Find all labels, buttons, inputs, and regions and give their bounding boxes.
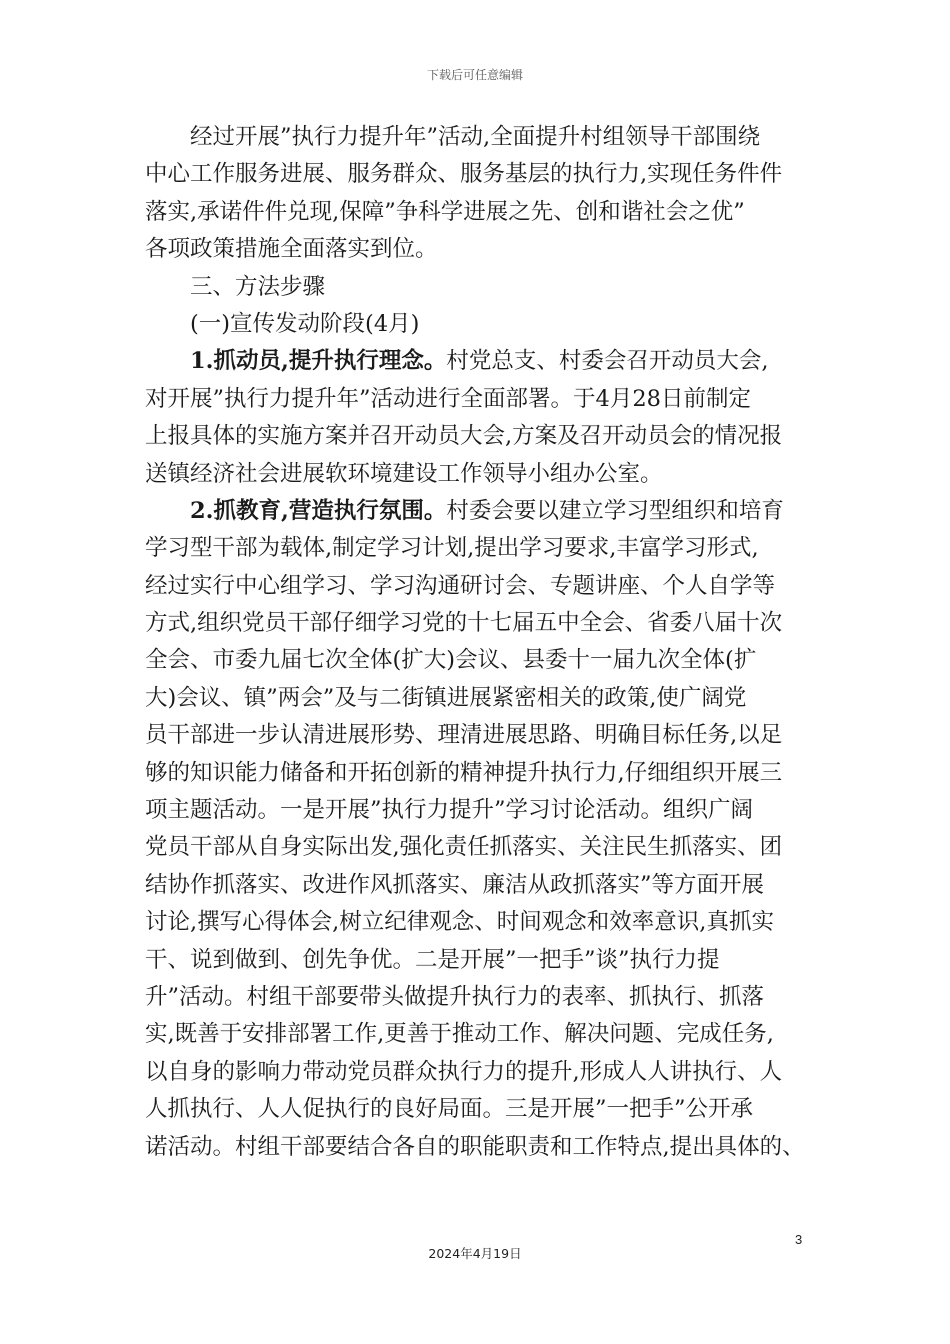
paragraph-text: 村党总支、村委会召开动员大会, [446, 348, 769, 375]
body-line [145, 343, 815, 380]
body-line: 以自身的影响力带动党员群众执行力的提升,形成人人讲执行、人 [145, 1058, 783, 1085]
body-line: 人抓执行、人人促执行的良好局面。三是开展”一把手”公开承 [145, 1096, 754, 1123]
body-line: 经过开展”执行力提升年”活动,全面提升村组领导干部围绕 [190, 124, 761, 150]
body-line: 对开展”执行力提升年”活动进行全面部署。于4月28日前制定 [145, 385, 751, 412]
body-line: 方式,组织党员干部仔细学习党的十七届五中全会、省委八届十次 [145, 610, 783, 637]
body-line: 落实,承诺件件兑现,保障”争科学进展之先、创和谐社会之优” [145, 198, 745, 225]
body-line: 实,既善于安排部署工作,更善于推动工作、解决问题、完成任务, [145, 1021, 774, 1048]
body-line: 中心工作服务进展、服务群众、服务基层的执行力,实现任务件件 [145, 161, 783, 188]
body-line: 项主题活动。一是开展”执行力提升”学习讨论活动。组织广阔 [145, 797, 754, 824]
body-line: 结协作抓落实、改进作风抓落实、廉洁从政抓落实”等方面开展 [145, 871, 765, 898]
body-line: 各项政策措施全面落实到位。 [145, 236, 438, 263]
paragraph-text: 村委会要以建立学习型组织和培育 [446, 497, 784, 524]
page-header: 下载后可任意编辑 [426, 68, 523, 82]
body-line: 三、方法步骤 [190, 273, 326, 300]
body-line: 经过实行中心组学习、学习沟通研讨会、专题讲座、个人自学等 [145, 572, 776, 599]
body-line: 送镇经济社会进展软环境建设工作领导小组办公室。 [145, 460, 663, 487]
body-line: 上报具体的实施方案并召开动员大会,方案及召开动员会的情况报 [145, 423, 783, 450]
page-number: 3 [795, 1232, 803, 1247]
body-line: 学习型干部为载体,制定学习计划,提出学习要求,丰富学习形式, [145, 535, 759, 562]
body-line: 党员干部从自身实际出发,强化责任抓落实、关注民生抓落实、团 [145, 834, 783, 861]
body-text [145, 119, 815, 1166]
body-line: (一)宣传发动阶段(4月) [190, 310, 420, 337]
body-line: 干、说到做到、创先争优。二是开展”一把手”谈”执行力提 [145, 946, 720, 973]
body-line: 讨论,撰写心得体会,树立纪律观念、时间观念和效率意识,真抓实 [145, 909, 774, 936]
body-line: 升”活动。村组干部要带头做提升执行力的表率、抓执行、抓落 [145, 983, 765, 1010]
body-line: 全会、市委九届七次全体(扩大)会议、县委十一届九次全体(扩 [145, 647, 757, 674]
bold-lead-text: 1.抓动员,提升执行理念。 [190, 348, 447, 375]
body-line: 诺活动。村组干部要结合各自的职能职责和工作特点,提出具体的、 [145, 1133, 805, 1160]
body-line [145, 493, 815, 530]
body-line: 够的知识能力储备和开拓创新的精神提升执行力,仔细组织开展三 [145, 759, 783, 786]
body-line: 员干部进一步认清进展形势、理清进展思路、明确目标任务,以足 [145, 722, 783, 749]
footer-date: 2024年4月19日 [428, 1246, 522, 1261]
body-line: 大)会议、镇”两会”及与二街镇进展紧密相关的政策,使广阔党 [145, 684, 747, 711]
bold-lead-text: 2.抓教育,营造执行氛围。 [190, 497, 447, 524]
